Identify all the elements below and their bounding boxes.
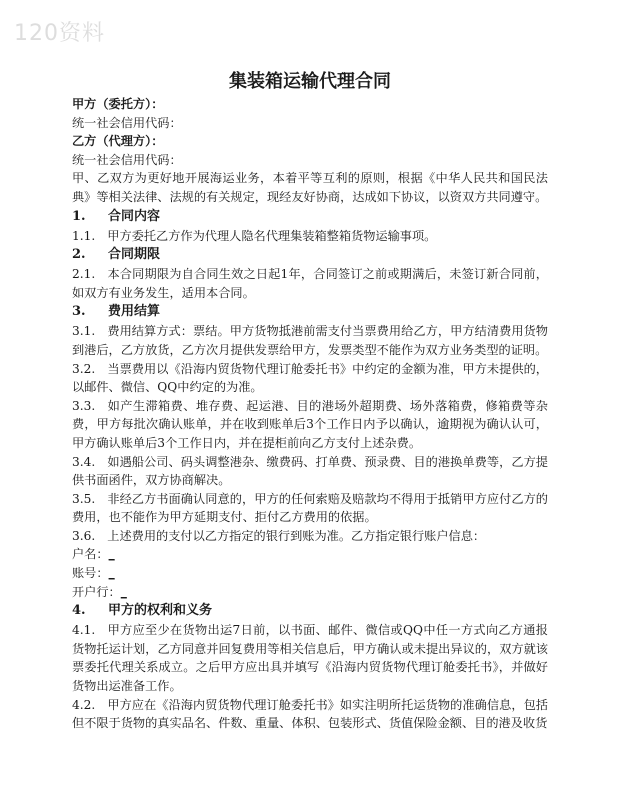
account-number-blank: _ xyxy=(108,566,115,581)
clause-text: 如遇船公司、码头调整港杂、缴费码、打单费、预录费、目的港换单费等，乙方提供书面函件，双方协商解决。 xyxy=(72,454,548,488)
account-name-line xyxy=(72,545,548,564)
clause-4-1 xyxy=(72,621,548,695)
document-title: 集装箱运输代理合同 xyxy=(229,71,391,92)
clause-number: 3.1. xyxy=(72,324,96,339)
clause-3-1 xyxy=(72,322,548,359)
clause-2-1 xyxy=(72,265,548,302)
clause-text: 当票费用以《沿海内贸货物代理订舱委托书》中约定的金额为准，甲方未提供的，以邮件、微信、QQ中约定的为准。 xyxy=(72,361,548,395)
bank-line xyxy=(72,583,548,602)
clause-text: 本合同期限为自合同生效之日起1年，合同签订之前或期满后，未签订新合同前，如双方有业务发生，适用本合同。 xyxy=(72,267,548,300)
section-number: 1. xyxy=(72,208,86,224)
clause-3-3 xyxy=(72,397,548,453)
party-a-credit-code: 统一社会信用代码： xyxy=(72,115,182,130)
section-number: 2. xyxy=(72,247,86,263)
clause-1-1 xyxy=(72,227,548,246)
bank-label: 开户行： xyxy=(72,584,121,599)
party-b-credit-code: 统一社会信用代码： xyxy=(72,152,182,167)
bank-blank: _ xyxy=(120,584,127,599)
clause-text: 上述费用的支付以乙方指定的银行到账为准。乙方指定银行账户信息： xyxy=(107,528,486,543)
section-1-heading xyxy=(72,207,548,227)
section-title: 合同期限 xyxy=(108,247,161,263)
section-4-heading xyxy=(72,601,548,621)
section-3-heading xyxy=(72,302,548,322)
clause-text: 非经乙方书面确认同意的，甲方的任何索赔及赔款均不得用于抵销甲方应付乙方的费用，也不能作为甲方延期支付、拒付乙方费用的依据。 xyxy=(72,491,548,525)
party-b-label: 乙方（代理方）： xyxy=(72,134,164,149)
section-number: 3. xyxy=(72,304,86,320)
clause-3-5 xyxy=(72,490,548,527)
clause-text: 甲方应在《沿海内贸货物代理订舱委托书》如实注明所托运货物的准确信息，包括但不限于货物的真实品名、件数、重量、体积、包装形式、货值保险金额、目的港及收货 xyxy=(72,697,548,731)
clause-number: 3.3. xyxy=(72,398,96,413)
preamble: 甲、乙双方为更好地开展海运业务，本着平等互利的原则，根据《中华人民共和国民法典》等相关法律、法规的有关规定，现经友好协商，达成如下协议，以资双方共同遵守。 xyxy=(72,171,548,204)
clause-number: 1.1. xyxy=(72,228,96,243)
clause-number: 4.2. xyxy=(72,697,96,712)
clause-3-2 xyxy=(72,360,548,397)
section-title: 合同内容 xyxy=(108,208,161,224)
clause-text: 甲方委托乙方作为代理人隐名代理集装箱整箱货物运输事项。 xyxy=(107,228,437,243)
clause-4-2 xyxy=(72,696,548,733)
clause-text: 甲方应至少在货物出运7日前，以书面、邮件、微信或QQ中任一方式向乙方通报货物托运计划，乙方同意并回复费用等相关信息后，甲方确认或未提出异议的，双方就该票委托代理关系成立。之后甲方应出具并填写《沿海内贸货物代理订舱委托书》，并做好货物出运准备工作。 xyxy=(72,623,548,694)
clause-3-6 xyxy=(72,527,548,546)
clause-number: 4.1. xyxy=(72,623,96,638)
clause-text: 如产生滞箱费、堆存费、起运港、目的港场外超期费、场外落箱费，修箱费等杂费，甲方每批次确认账单，并在收到账单后3个工作日内予以确认，逾期视为确认认可，甲方确认账单后3个工作日内，并在提柜前向乙方支付上述杂费。 xyxy=(72,398,548,450)
section-title: 费用结算 xyxy=(108,304,161,320)
section-number: 4. xyxy=(72,603,86,619)
clause-number: 2.1. xyxy=(72,267,96,282)
clause-number: 3.2. xyxy=(72,361,96,376)
clause-number: 3.6. xyxy=(72,528,96,543)
clause-number: 3.5. xyxy=(72,491,96,506)
clause-3-4 xyxy=(72,453,548,490)
account-number-label: 账号： xyxy=(72,566,109,581)
section-2-heading xyxy=(72,245,548,265)
party-a-label: 甲方（委托方）： xyxy=(72,97,164,111)
section-title: 甲方的权利和义务 xyxy=(108,603,213,619)
account-number-line xyxy=(72,564,548,583)
account-name-label: 户名： xyxy=(72,547,109,562)
account-name-blank: _ xyxy=(108,547,115,562)
watermark: 120资料 xyxy=(14,21,105,46)
clause-number: 3.4. xyxy=(72,454,96,469)
clause-text: 费用结算方式：票结。甲方货物抵港前需支付当票费用给乙方，甲方结清费用货物到港后，乙方放货，乙方次月提供发票给甲方，发票类型不能作为双方业务类型的证明。 xyxy=(72,324,548,357)
